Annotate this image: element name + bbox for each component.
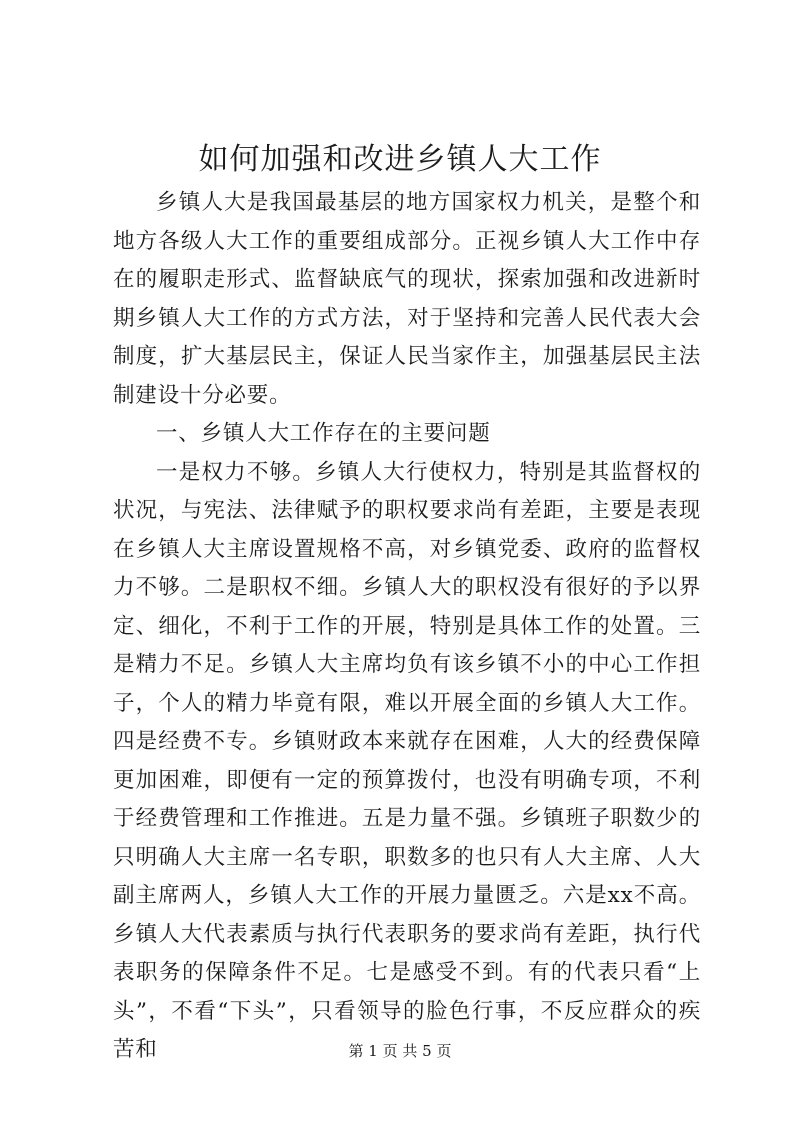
document-body	[113, 184, 701, 1070]
body-paragraph: 一是权力不够。乡镇人大行使权力，特别是其监督权的状况，与宪法、法律赋予的职权要求尚有差距，主要是表现在乡镇人大主席设置规格不高，对乡镇党委、政府的监督权力不够。二是职权不细。乡镇人大的职权没有很好的予以界定、细化，不利于工作的开展，特别是具体工作的处置。三是精力不足。乡镇人大主席均负有该乡镇不小的中心工作担子，个人的精力毕竟有限，难以开展全面的乡镇人大工作。四是经费不专。乡镇财政本来就存在困难，人大的经费保障更加困难，即便有一定的预算拨付，也没有明确专项，不利于经费管理和工作推进。五是力量不强。乡镇班子职数少的只明确人大主席一名专职，职数多的也只有人大主席、人大副主席两人，乡镇人大工作的开展力量匮乏。六是xx不高。乡镇人大代表素质与执行代表职务的要求尚有差距，执行代表职务的保障条件不足。七是感受不到。有的代表只看“上头”，不看“下头”，只看领导的脸色行事，不反应群众的疾苦和	[113, 459, 701, 1062]
intro-paragraph: 乡镇人大是我国最基层的地方国家权力机关，是整个和地方各级人大工作的重要组成部分。正视乡镇人大工作中存在的履职走形式、监督缺底气的现状，探索加强和改进新时期乡镇人大工作的方式方法，对于坚持和完善人民代表大会制度，扩大基层民主，保证人民当家作主，加强基层民主法制建设十分必要。	[113, 190, 701, 408]
page-title: 如何加强和改进乡镇人大工作	[198, 142, 602, 177]
section-heading: 一、乡镇人大工作存在的主要问题	[156, 421, 491, 446]
page-number-footer: 第 1 页 共 5 页	[348, 1042, 452, 1060]
